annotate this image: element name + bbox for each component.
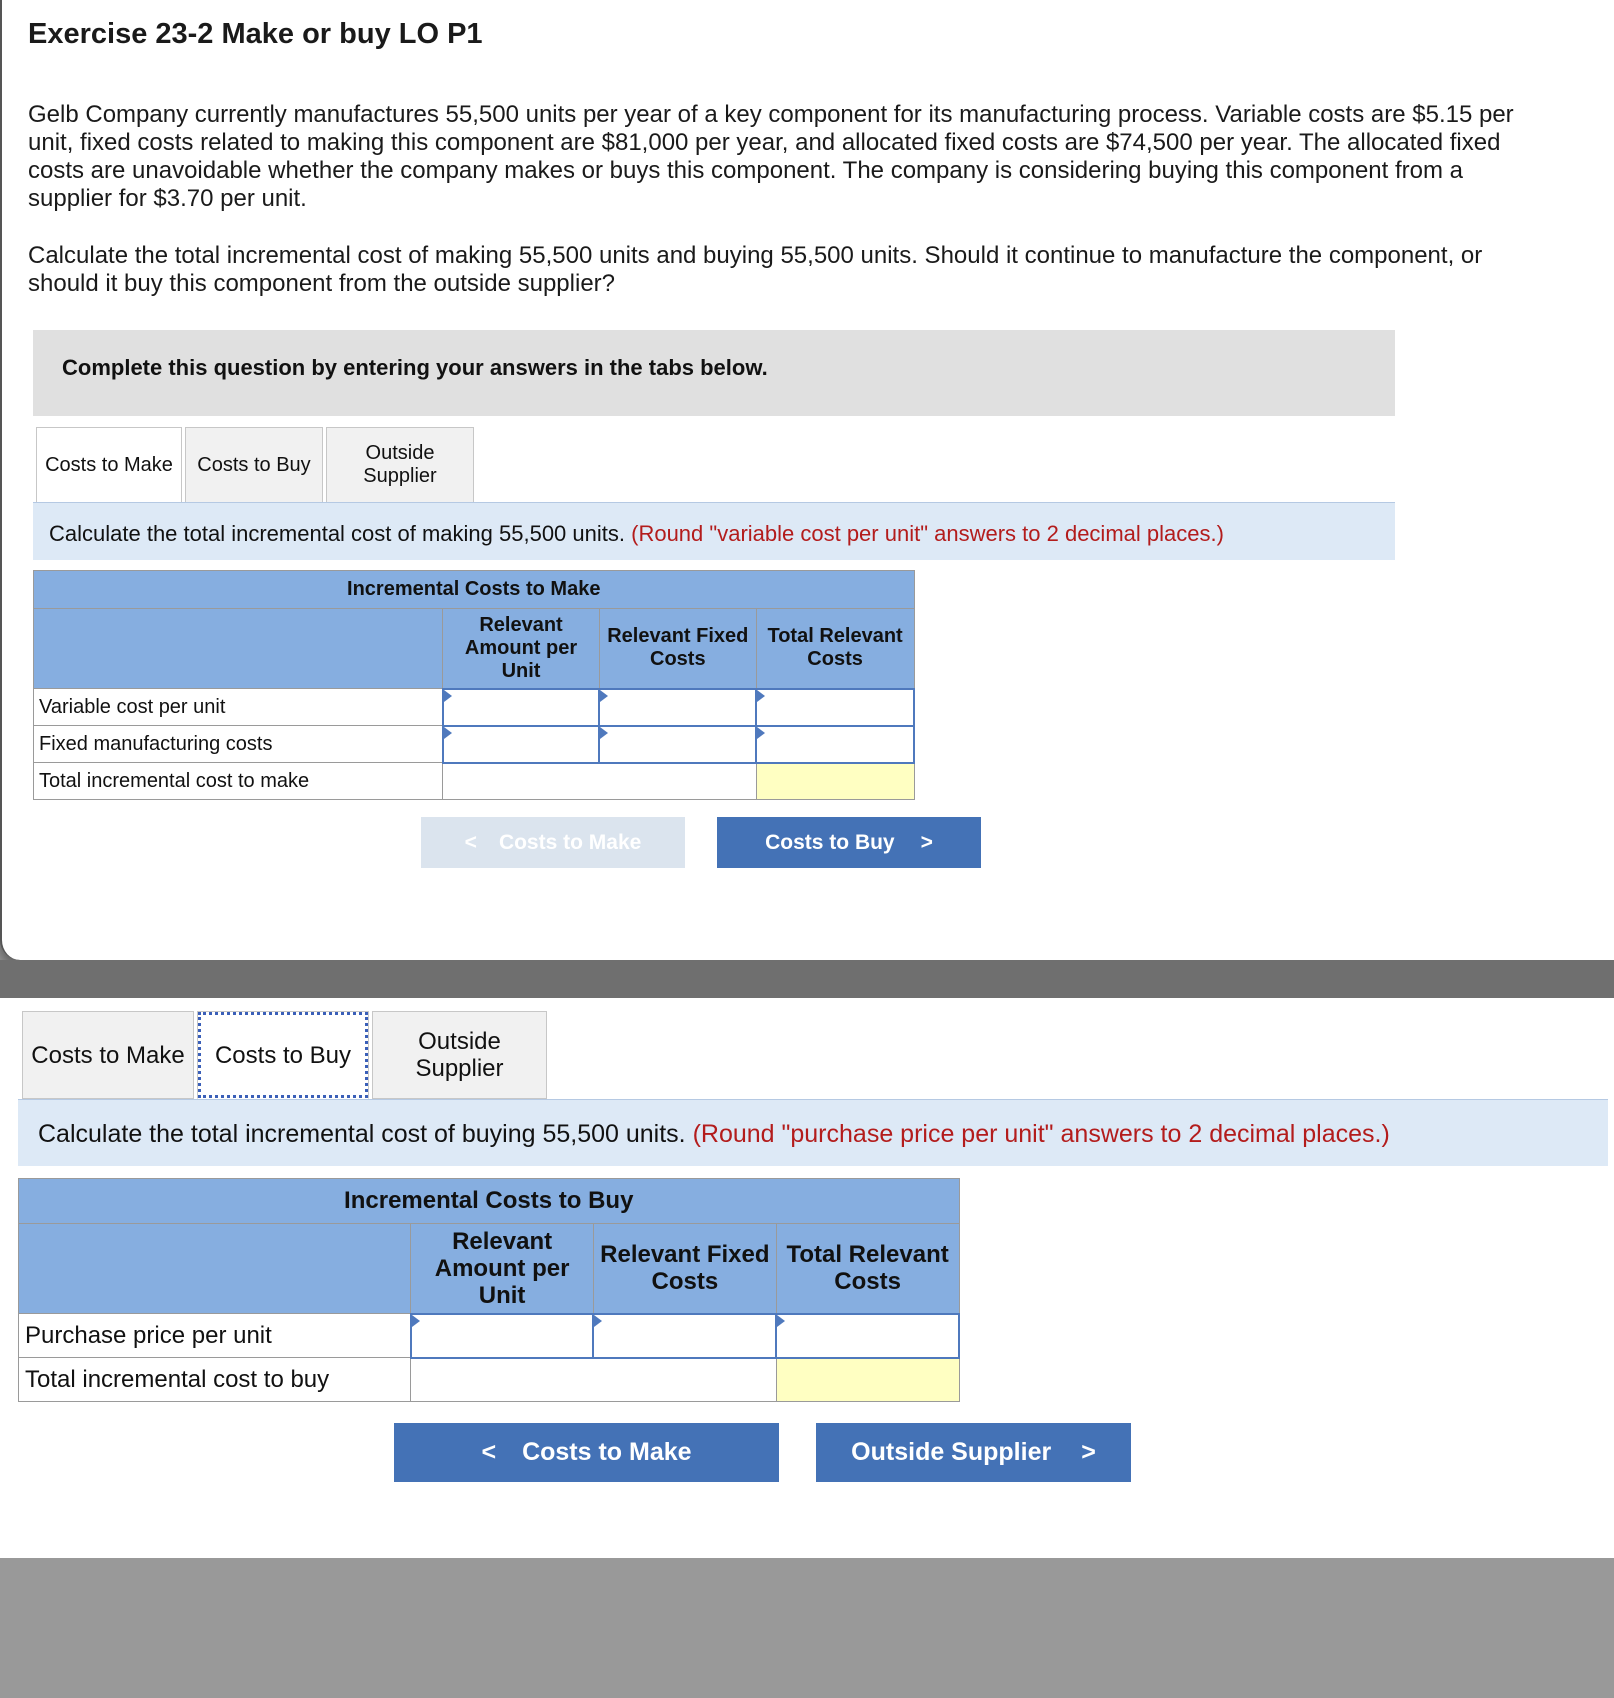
table-row bbox=[34, 726, 915, 763]
buy-header-blank bbox=[19, 1224, 411, 1314]
chevron-left-icon: < bbox=[481, 1438, 497, 1466]
prev-costs-to-make-button bbox=[421, 817, 685, 868]
tab-bar-buy bbox=[22, 1011, 550, 1099]
prev-button-label: Costs to Make bbox=[498, 830, 642, 854]
row-label-total-buy: Total incremental cost to buy bbox=[19, 1358, 411, 1402]
make-rounding-note: (Round "variable cost per unit" answers to 2 decimal places.) bbox=[631, 521, 1224, 546]
tab-costs-to-make[interactable]: Costs to Make bbox=[22, 1011, 194, 1099]
table-row bbox=[34, 689, 915, 726]
buy-table-title: Incremental Costs to Buy bbox=[19, 1179, 960, 1224]
fixed-mfg-fixed-input[interactable] bbox=[599, 726, 756, 763]
table-row bbox=[34, 763, 915, 800]
chevron-right-icon: > bbox=[920, 830, 933, 854]
total-incremental-make-cell bbox=[756, 763, 914, 800]
instruction-box bbox=[33, 330, 1395, 416]
next-costs-to-buy-button[interactable] bbox=[717, 817, 981, 868]
table-row bbox=[19, 1358, 960, 1402]
make-description-bar bbox=[33, 502, 1395, 560]
total-buy-blank bbox=[411, 1358, 777, 1402]
total-incremental-buy-cell bbox=[776, 1358, 959, 1402]
variable-cost-fixed-input[interactable] bbox=[599, 689, 756, 726]
make-cost-table bbox=[33, 570, 915, 800]
buy-col-amount-per-unit: Relevant Amount per Unit bbox=[411, 1224, 594, 1314]
variable-cost-total-input[interactable] bbox=[756, 689, 914, 726]
fixed-mfg-total-input[interactable] bbox=[756, 726, 914, 763]
separator-strip bbox=[0, 960, 1614, 998]
problem-text: Gelb Company currently manufactures 55,500 units per year of a key component for its manufacturing process. Variable costs are $5.15 per unit, fixed costs related to making this component are $81,000 per year, and allocated fixed costs are $74,500 per year. The allocated fixed costs are unavoidable whether the company makes or buys this component. The company is considering buying this component from a supplier for $3.70 per unit. bbox=[28, 101, 1514, 212]
variable-cost-per-unit-input[interactable] bbox=[443, 689, 600, 726]
make-table-title: Incremental Costs to Make bbox=[34, 571, 915, 609]
tab-outside-supplier[interactable]: Outside Supplier bbox=[326, 427, 474, 503]
buy-rounding-note: (Round "purchase price per unit" answers to 2 decimal places.) bbox=[692, 1120, 1390, 1148]
tab-costs-to-make[interactable]: Costs to Make bbox=[36, 427, 182, 503]
make-col-total-costs: Total Relevant Costs bbox=[756, 609, 914, 689]
instruction-text: Complete this question by entering your answers in the tabs below. bbox=[62, 355, 768, 380]
buy-col-fixed-costs: Relevant Fixed Costs bbox=[593, 1224, 776, 1314]
tab-costs-to-buy[interactable]: Costs to Buy bbox=[185, 427, 323, 503]
purchase-price-per-unit-input[interactable] bbox=[411, 1314, 594, 1358]
buy-col-total-costs: Total Relevant Costs bbox=[776, 1224, 959, 1314]
make-col-fixed-costs: Relevant Fixed Costs bbox=[599, 609, 756, 689]
buy-cost-table bbox=[18, 1178, 960, 1402]
prev-costs-to-make-button[interactable] bbox=[394, 1423, 779, 1482]
tab-costs-to-buy[interactable]: Costs to Buy bbox=[197, 1011, 369, 1099]
row-label-variable-cost: Variable cost per unit bbox=[34, 689, 443, 726]
buy-description-bar bbox=[18, 1099, 1608, 1166]
chevron-right-icon: > bbox=[1081, 1438, 1096, 1466]
make-header-blank bbox=[34, 609, 443, 689]
next-button-label: Outside Supplier bbox=[851, 1438, 1052, 1466]
next-outside-supplier-button[interactable] bbox=[816, 1423, 1131, 1482]
chevron-left-icon: < bbox=[464, 830, 477, 854]
tab-bar-make bbox=[36, 427, 477, 503]
row-label-purchase-price: Purchase price per unit bbox=[19, 1314, 411, 1358]
row-label-total-make: Total incremental cost to make bbox=[34, 763, 443, 800]
make-description: Calculate the total incremental cost of making 55,500 units. bbox=[49, 521, 625, 546]
next-button-label: Costs to Buy bbox=[765, 830, 895, 854]
exercise-title: Exercise 23-2 Make or buy LO P1 bbox=[28, 18, 483, 50]
buy-description: Calculate the total incremental cost of buying 55,500 units. bbox=[38, 1120, 686, 1148]
fixed-mfg-per-unit-input[interactable] bbox=[443, 726, 600, 763]
total-make-blank bbox=[443, 763, 757, 800]
table-row bbox=[19, 1314, 960, 1358]
question-text: Calculate the total incremental cost of making 55,500 units and buying 55,500 units. Should it continue to manufacture the component, or should it buy this component from the outside supplier? bbox=[28, 242, 1483, 297]
row-label-fixed-manufacturing: Fixed manufacturing costs bbox=[34, 726, 443, 763]
purchase-price-fixed-input[interactable] bbox=[593, 1314, 776, 1358]
background-fill bbox=[0, 1558, 1614, 1698]
make-col-amount-per-unit: Relevant Amount per Unit bbox=[443, 609, 600, 689]
tab-outside-supplier[interactable]: Outside Supplier bbox=[372, 1011, 547, 1099]
prev-button-label: Costs to Make bbox=[522, 1438, 692, 1466]
purchase-price-total-input[interactable] bbox=[776, 1314, 959, 1358]
